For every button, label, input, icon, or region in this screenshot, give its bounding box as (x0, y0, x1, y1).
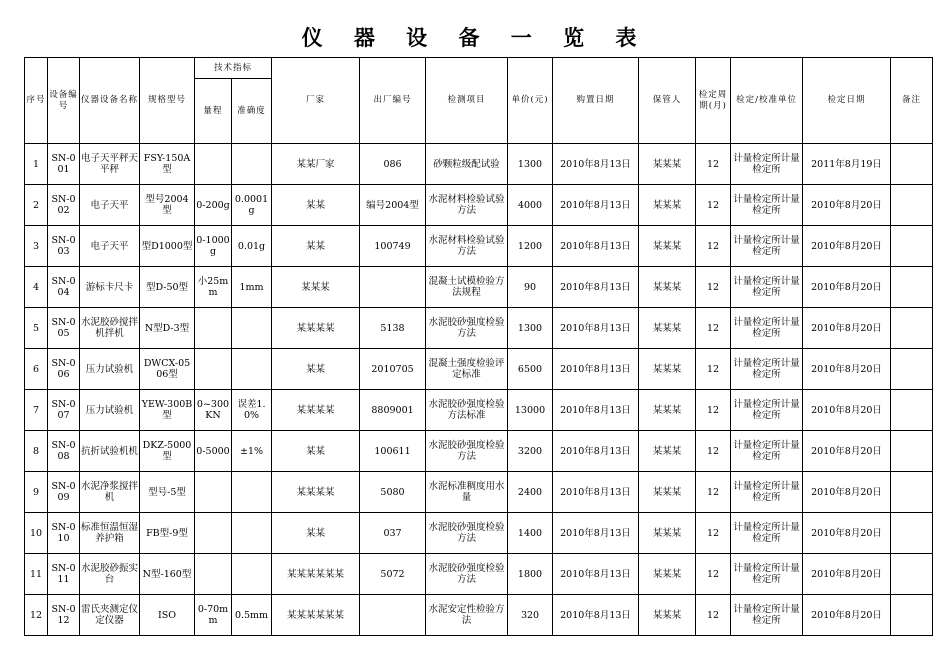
cell-serial: 086 (360, 144, 426, 185)
cell-accuracy (232, 554, 272, 595)
cell-serial: 5080 (360, 472, 426, 513)
cell-verify-date: 2010年8月20日 (803, 185, 891, 226)
cell-id: SN-010 (48, 513, 80, 554)
cell-no: 3 (25, 226, 48, 267)
cell-range: 0-200g (195, 185, 232, 226)
cell-id: SN-005 (48, 308, 80, 349)
cell-range: 0-1000g (195, 226, 232, 267)
cell-name: 电子天平 (80, 226, 140, 267)
cell-test-item: 水泥胶砂强度检验方法 (426, 308, 508, 349)
cell-range (195, 472, 232, 513)
cell-keeper: 某某某 (639, 267, 696, 308)
cell-remark (891, 595, 933, 636)
header-model: 规格型号 (140, 58, 195, 144)
cell-maker: 某某厂家 (272, 144, 360, 185)
cell-range (195, 349, 232, 390)
cell-accuracy: 0.5mm (232, 595, 272, 636)
cell-id: SN-003 (48, 226, 80, 267)
cell-cycle: 12 (696, 431, 731, 472)
cell-id: SN-007 (48, 390, 80, 431)
cell-maker: 某某 (272, 513, 360, 554)
cell-test-item: 水泥胶砂强度检验方法 (426, 431, 508, 472)
cell-range (195, 554, 232, 595)
cell-serial: 100611 (360, 431, 426, 472)
cell-cycle: 12 (696, 144, 731, 185)
cell-name: 水泥胶砂搅拌机拌机 (80, 308, 140, 349)
cell-remark (891, 308, 933, 349)
cell-purchase-date: 2010年8月13日 (553, 431, 639, 472)
cell-no: 1 (25, 144, 48, 185)
cell-model: 型号2004型 (140, 185, 195, 226)
table-row (25, 513, 933, 554)
cell-name: 雷氏夹测定仪定仪器 (80, 595, 140, 636)
header-test-item: 检测项目 (426, 58, 508, 144)
cell-verify-date: 2010年8月20日 (803, 390, 891, 431)
cell-serial: 5138 (360, 308, 426, 349)
cell-no: 11 (25, 554, 48, 595)
cell-name: 压力试验机 (80, 349, 140, 390)
cell-maker: 某某 (272, 349, 360, 390)
cell-keeper: 某某某 (639, 554, 696, 595)
cell-purchase-date: 2010年8月13日 (553, 472, 639, 513)
cell-id: SN-001 (48, 144, 80, 185)
cell-no: 4 (25, 267, 48, 308)
cell-maker: 某某某某 (272, 472, 360, 513)
cell-test-item: 水泥安定性检验方法 (426, 595, 508, 636)
cell-purchase-date: 2010年8月13日 (553, 144, 639, 185)
cell-remark (891, 185, 933, 226)
cell-name: 游标卡尺卡 (80, 267, 140, 308)
cell-name: 压力试验机 (80, 390, 140, 431)
cell-price: 13000 (508, 390, 553, 431)
cell-maker: 某某某某某某 (272, 595, 360, 636)
cell-cycle: 12 (696, 226, 731, 267)
cell-test-item: 混凝土试模检验方法规程 (426, 267, 508, 308)
cell-maker: 某某某某 (272, 390, 360, 431)
header-maker: 厂家 (272, 58, 360, 144)
cell-model: DKZ-5000型 (140, 431, 195, 472)
cell-name: 电子天平 (80, 185, 140, 226)
cell-range (195, 513, 232, 554)
cell-model: ISO (140, 595, 195, 636)
cell-cycle: 12 (696, 472, 731, 513)
cell-accuracy (232, 349, 272, 390)
cell-price: 2400 (508, 472, 553, 513)
cell-keeper: 某某某 (639, 431, 696, 472)
table-row (25, 595, 933, 636)
cell-price: 1200 (508, 226, 553, 267)
cell-no: 7 (25, 390, 48, 431)
cell-serial (360, 595, 426, 636)
cell-verify-date: 2010年8月20日 (803, 513, 891, 554)
cell-verify-date: 2010年8月20日 (803, 349, 891, 390)
cell-price: 1800 (508, 554, 553, 595)
cell-model: YEW-300B型 (140, 390, 195, 431)
cell-id: SN-012 (48, 595, 80, 636)
cell-accuracy (232, 144, 272, 185)
cell-test-item: 水泥标准稠度用水量 (426, 472, 508, 513)
cell-verify-date: 2010年8月20日 (803, 595, 891, 636)
equipment-table (24, 57, 933, 636)
cell-maker: 某某某 (272, 267, 360, 308)
cell-keeper: 某某某 (639, 349, 696, 390)
table-row (25, 144, 933, 185)
table-row (25, 472, 933, 513)
table-row (25, 185, 933, 226)
cell-accuracy (232, 308, 272, 349)
table-body (25, 144, 933, 636)
cell-keeper: 某某某 (639, 185, 696, 226)
cell-price: 6500 (508, 349, 553, 390)
cell-maker: 某某某某 (272, 308, 360, 349)
header-price: 单价(元) (508, 58, 553, 144)
cell-serial: 编号2004型 (360, 185, 426, 226)
header-name: 仪器设备名称 (80, 58, 140, 144)
cell-purchase-date: 2010年8月13日 (553, 226, 639, 267)
cell-verify-unit: 计量检定所计量检定所 (731, 308, 803, 349)
page-title: 仪 器 设 备 一 览 表 (301, 26, 649, 50)
cell-range (195, 144, 232, 185)
cell-maker: 某某 (272, 431, 360, 472)
header-serial: 出厂编号 (360, 58, 426, 144)
cell-test-item: 混凝土强度检验评定标准 (426, 349, 508, 390)
cell-purchase-date: 2010年8月13日 (553, 308, 639, 349)
cell-test-item: 水泥胶砂强度检验方法 (426, 513, 508, 554)
cell-accuracy: 0.0001g (232, 185, 272, 226)
cell-id: SN-009 (48, 472, 80, 513)
cell-cycle: 12 (696, 267, 731, 308)
cell-verify-unit: 计量检定所计量检定所 (731, 267, 803, 308)
cell-keeper: 某某某 (639, 144, 696, 185)
cell-id: SN-011 (48, 554, 80, 595)
cell-name: 电子天平秤天平秤 (80, 144, 140, 185)
cell-verify-unit: 计量检定所计量检定所 (731, 431, 803, 472)
cell-remark (891, 472, 933, 513)
cell-remark (891, 349, 933, 390)
cell-verify-unit: 计量检定所计量检定所 (731, 472, 803, 513)
cell-accuracy (232, 472, 272, 513)
cell-verify-unit: 计量检定所计量检定所 (731, 185, 803, 226)
cell-remark (891, 267, 933, 308)
cell-name: 水泥净浆搅拌机 (80, 472, 140, 513)
cell-serial: 2010705 (360, 349, 426, 390)
header-cycle: 检定周期(月) (696, 58, 731, 144)
header-accuracy: 准确度 (232, 79, 272, 144)
table-row (25, 308, 933, 349)
cell-no: 5 (25, 308, 48, 349)
cell-price: 1300 (508, 144, 553, 185)
cell-id: SN-006 (48, 349, 80, 390)
cell-purchase-date: 2010年8月13日 (553, 554, 639, 595)
header-verify-date: 检定日期 (803, 58, 891, 144)
cell-range: 0~300KN (195, 390, 232, 431)
cell-keeper: 某某某 (639, 472, 696, 513)
cell-remark (891, 554, 933, 595)
cell-verify-unit: 计量检定所计量检定所 (731, 226, 803, 267)
header-verify-unit: 检定/校准单位 (731, 58, 803, 144)
cell-verify-date: 2010年8月20日 (803, 472, 891, 513)
cell-test-item: 水泥胶砂强度检验方法 (426, 554, 508, 595)
cell-model: DWCX-0506型 (140, 349, 195, 390)
cell-model: FSY-150A型 (140, 144, 195, 185)
cell-price: 320 (508, 595, 553, 636)
table-row (25, 267, 933, 308)
cell-id: SN-004 (48, 267, 80, 308)
cell-accuracy (232, 513, 272, 554)
cell-verify-unit: 计量检定所计量检定所 (731, 390, 803, 431)
cell-model: FB型-9型 (140, 513, 195, 554)
cell-price: 90 (508, 267, 553, 308)
cell-remark (891, 513, 933, 554)
cell-serial (360, 267, 426, 308)
cell-keeper: 某某某 (639, 308, 696, 349)
cell-verify-date: 2010年8月20日 (803, 431, 891, 472)
cell-verify-date: 2010年8月20日 (803, 554, 891, 595)
cell-accuracy: 0.01g (232, 226, 272, 267)
cell-cycle: 12 (696, 390, 731, 431)
header-spec-group: 技术指标 (195, 58, 272, 79)
cell-verify-date: 2010年8月20日 (803, 226, 891, 267)
cell-model: 型D-50型 (140, 267, 195, 308)
cell-test-item: 水泥胶砂强度检验方法标准 (426, 390, 508, 431)
cell-cycle: 12 (696, 349, 731, 390)
cell-name: 抗折试验机机 (80, 431, 140, 472)
cell-serial: 5072 (360, 554, 426, 595)
cell-remark (891, 144, 933, 185)
header-range: 量程 (195, 79, 232, 144)
header-no: 序号 (25, 58, 48, 144)
cell-keeper: 某某某 (639, 595, 696, 636)
table-row (25, 226, 933, 267)
cell-range: 小25mm (195, 267, 232, 308)
table-row (25, 390, 933, 431)
cell-name: 标准恒温恒湿养护箱 (80, 513, 140, 554)
cell-maker: 某某 (272, 185, 360, 226)
header-keeper: 保管人 (639, 58, 696, 144)
header-id: 设备编号 (48, 58, 80, 144)
cell-no: 10 (25, 513, 48, 554)
cell-accuracy: 误差1.0% (232, 390, 272, 431)
cell-verify-date: 2011年8月19日 (803, 144, 891, 185)
table-row (25, 349, 933, 390)
cell-no: 6 (25, 349, 48, 390)
cell-verify-unit: 计量检定所计量检定所 (731, 595, 803, 636)
cell-verify-unit: 计量检定所计量检定所 (731, 349, 803, 390)
table-row (25, 554, 933, 595)
cell-test-item: 水泥材料检验试验方法 (426, 226, 508, 267)
cell-verify-unit: 计量检定所计量检定所 (731, 513, 803, 554)
cell-purchase-date: 2010年8月13日 (553, 390, 639, 431)
cell-test-item: 砂颗粒级配试验 (426, 144, 508, 185)
cell-no: 9 (25, 472, 48, 513)
cell-purchase-date: 2010年8月13日 (553, 595, 639, 636)
cell-remark (891, 226, 933, 267)
cell-model: N型-160型 (140, 554, 195, 595)
cell-verify-date: 2010年8月20日 (803, 308, 891, 349)
cell-name: 水泥胶砂振实台 (80, 554, 140, 595)
cell-id: SN-008 (48, 431, 80, 472)
cell-cycle: 12 (696, 554, 731, 595)
cell-purchase-date: 2010年8月13日 (553, 267, 639, 308)
cell-verify-unit: 计量检定所计量检定所 (731, 554, 803, 595)
cell-no: 2 (25, 185, 48, 226)
table-header (25, 58, 933, 144)
cell-id: SN-002 (48, 185, 80, 226)
cell-maker: 某某 (272, 226, 360, 267)
cell-accuracy: ±1% (232, 431, 272, 472)
cell-model: 型D1000型 (140, 226, 195, 267)
cell-range: 0-70mm (195, 595, 232, 636)
cell-model: N型D-3型 (140, 308, 195, 349)
cell-purchase-date: 2010年8月13日 (553, 185, 639, 226)
cell-no: 8 (25, 431, 48, 472)
cell-serial: 100749 (360, 226, 426, 267)
cell-price: 1300 (508, 308, 553, 349)
cell-range (195, 308, 232, 349)
cell-remark (891, 390, 933, 431)
header-purchase-date: 购置日期 (553, 58, 639, 144)
cell-maker: 某某某某某某 (272, 554, 360, 595)
cell-verify-date: 2010年8月20日 (803, 267, 891, 308)
cell-price: 3200 (508, 431, 553, 472)
cell-verify-unit: 计量检定所计量检定所 (731, 144, 803, 185)
cell-cycle: 12 (696, 595, 731, 636)
cell-keeper: 某某某 (639, 226, 696, 267)
cell-cycle: 12 (696, 308, 731, 349)
header-remark: 备注 (891, 58, 933, 144)
cell-cycle: 12 (696, 513, 731, 554)
cell-remark (891, 431, 933, 472)
cell-cycle: 12 (696, 185, 731, 226)
cell-test-item: 水泥材料检验试验方法 (426, 185, 508, 226)
cell-accuracy: 1mm (232, 267, 272, 308)
cell-keeper: 某某某 (639, 390, 696, 431)
cell-keeper: 某某某 (639, 513, 696, 554)
cell-serial: 8809001 (360, 390, 426, 431)
cell-model: 型号-5型 (140, 472, 195, 513)
cell-range: 0-5000 (195, 431, 232, 472)
cell-purchase-date: 2010年8月13日 (553, 349, 639, 390)
cell-no: 12 (25, 595, 48, 636)
cell-price: 4000 (508, 185, 553, 226)
cell-serial: 037 (360, 513, 426, 554)
table-row (25, 431, 933, 472)
cell-purchase-date: 2010年8月13日 (553, 513, 639, 554)
cell-price: 1400 (508, 513, 553, 554)
